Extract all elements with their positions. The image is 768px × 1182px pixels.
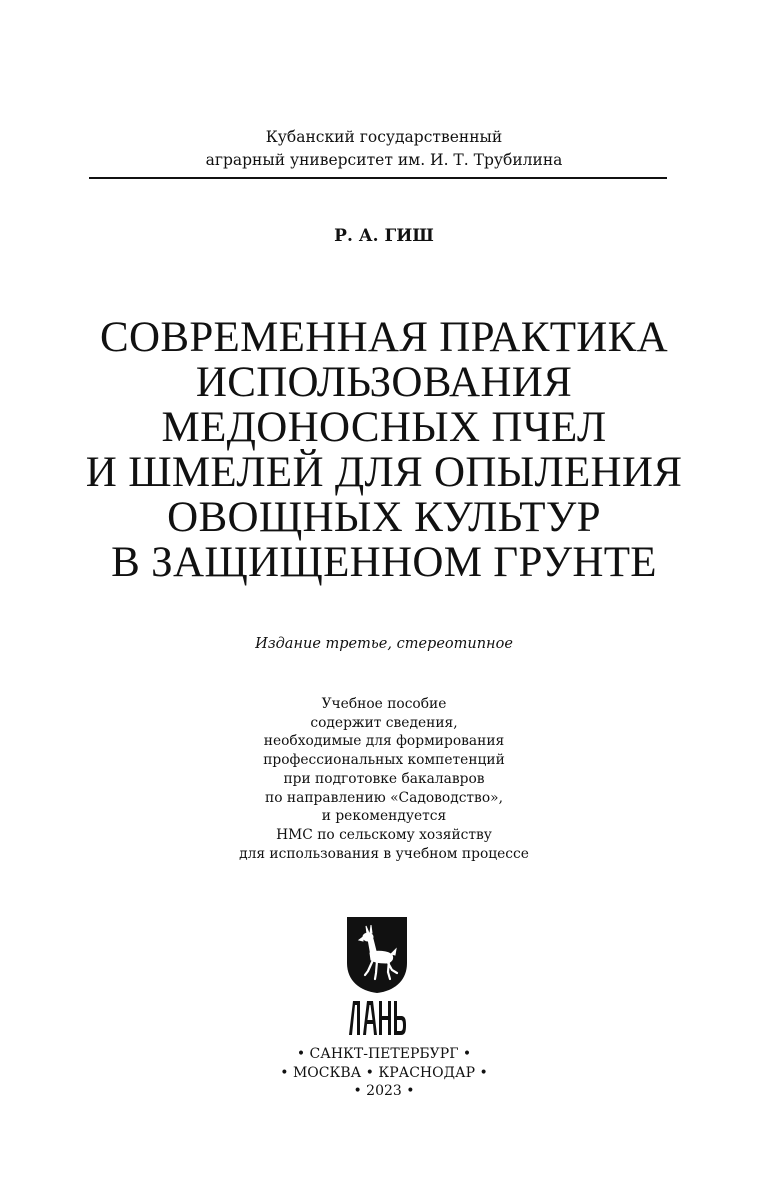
author-name: Р. А. ГИШ	[334, 226, 434, 246]
imprint-line: • 2023 •	[353, 1083, 415, 1099]
publisher-imprint	[0, 1045, 768, 1101]
description-line: и рекомендуется	[321, 808, 447, 825]
title-line: ИСПОЛЬЗОВАНИЯ	[195, 359, 573, 406]
title-line: И ШМЕЛЕЙ ДЛЯ ОПЫЛЕНИЯ	[85, 449, 683, 496]
description-line: Учебное пособие	[321, 696, 447, 712]
publisher-logo	[346, 915, 408, 1039]
description-line: для использования в учебном процессе	[239, 845, 529, 862]
title-line: В ЗАЩИЩЕННОМ ГРУНТЕ	[111, 539, 657, 586]
description-line: необходимые для формирования	[263, 733, 505, 750]
institution-name	[0, 126, 768, 172]
book-description	[0, 695, 768, 863]
imprint-line: • МОСКВА • КРАСНОДАР •	[280, 1064, 488, 1081]
title-line: СОВРЕМЕННАЯ ПРАКТИКА	[100, 314, 668, 361]
header-divider	[89, 177, 667, 179]
book-title	[0, 315, 768, 585]
imprint-line: • САНКТ-ПЕТЕРБУРГ •	[296, 1046, 472, 1062]
title-line: ОВОЩНЫХ КУЛЬТУР	[167, 494, 601, 541]
description-line: профессиональных компетенций	[263, 752, 505, 769]
title-line: МЕДОНОСНЫХ ПЧЕЛ	[161, 404, 607, 451]
description-line: по направлению «Садоводство»,	[265, 789, 503, 806]
edition-note: Издание третье, стереотипное	[255, 636, 513, 652]
institution-line: аграрный университет им. И. Т. Трубилина	[205, 151, 563, 169]
institution-line: Кубанский государственный	[265, 128, 503, 146]
description-line: содержит сведения,	[310, 714, 458, 731]
logo-wordmark	[349, 1001, 406, 1035]
description-line: при подготовке бакалавров	[283, 770, 485, 787]
description-line: НМС по сельскому хозяйству	[276, 826, 492, 843]
